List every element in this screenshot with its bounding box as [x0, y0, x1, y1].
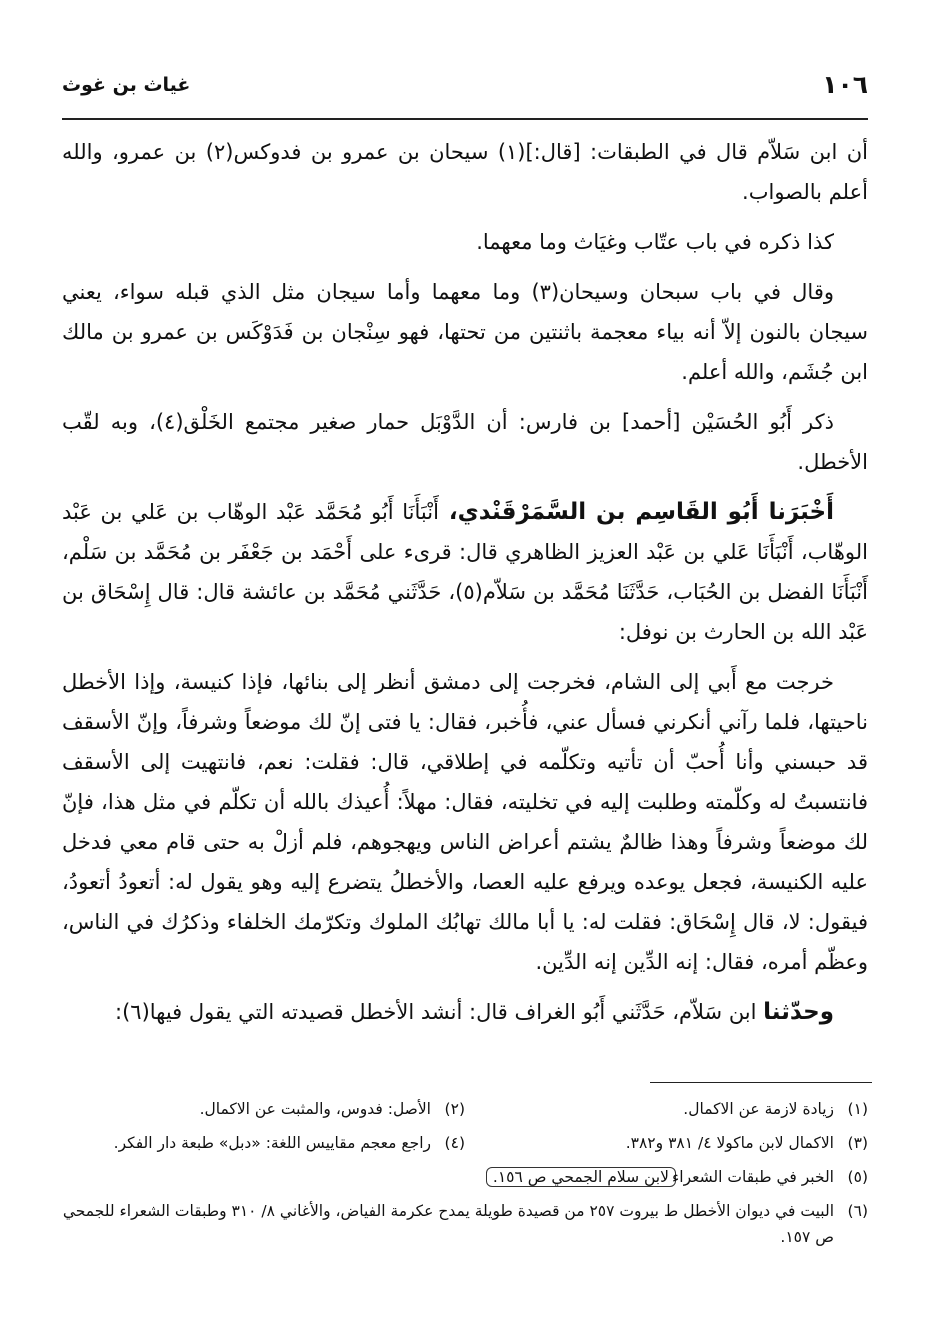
footnote-3 [465, 1126, 868, 1160]
footnote-number: (٤) [444, 1134, 465, 1152]
footnote-5 [62, 1160, 868, 1194]
main-text [62, 132, 868, 1042]
footnote-text: الأصل: فدوس، والمثبت عن الاكمال. [199, 1100, 431, 1118]
footnote-number: (٦) [847, 1202, 868, 1220]
footnote-text: البيت في ديوان الأخطل ط بيروت ٢٥٧ من قصيدة طويلة يمدح عكرمة الفياض، والأغاني ٨/ ٣١٠ وطبقات الشعراء للجمحي ص ١٥٧. [62, 1202, 834, 1246]
footnote-number: (٥) [847, 1168, 868, 1186]
footnote-1 [465, 1092, 868, 1126]
page-number: ١٠٦ [822, 70, 868, 99]
paragraph-4: ذكر أَبُو الحُسَيْن [أحمد] بن فارس: أن الدَّوْبَل حمار صغير مجتمع الخَلْق(٤)، وبه لقّب الأخطل. [62, 410, 868, 474]
paragraph-5-text: أَنْبَأَنَا أَبُو مُحَمَّد عَبْد الوهّاب بن عَلي بن عَبْد الوهّاب، أَنْبَأَنَا عَلي بن عَبْد العزيز الظاهري قال: قرىء على أَحْمَد بن جَعْفَر بن مُحَمَّد بن سَلْم، أَنْبَأَنَا الفضل بن الحُبَاب، حَدَّثَنَا مُحَمَّد بن سَلاّم(٥)، حَدَّثَني مُحَمَّد بن عائشة قال: قال إِسْحَاق بن عَبْد الله بن الحارث بن نوفل: [62, 500, 868, 644]
paragraph-7-text: ابن سَلاّم، حَدَّثَني أَبُو الغراف قال: أنشد الأخطل قصيدته التي يقول فيها(٦): [115, 1000, 764, 1024]
running-title: غياث بن غوث [62, 74, 191, 96]
footnote-4 [62, 1126, 465, 1160]
footnote-text: راجع معجم مقاييس اللغة: «دبل» طبعة دار الفكر. [113, 1134, 431, 1152]
paragraph-3: وقال في باب سبحان وسيحان(٣) وما معهما وأما سيجان مثل الذي قبله سواء، يعني سيجان بالنون إلاّ أنه بياء معجمة باثنتين من تحتها، فهو سِنْجان بن فَدَوْكَس بن عمرو بن مالك ابن جُشَم، والله أعلم. [62, 280, 868, 384]
lead-akhbarana: أَخْبَرَنا أَبُو القَاسِم بن السَّمَرْقَنْدي، [438, 499, 835, 525]
footnote-text: الاكمال لابن ماكولا ٤/ ٣٨١ و٣٨٢. [625, 1134, 834, 1152]
footnote-row [62, 1092, 868, 1126]
footnote-5-plain: الخبر في طبقات الشعراء [671, 1168, 834, 1186]
paragraph-5 [62, 492, 868, 652]
footnote-2 [62, 1092, 465, 1126]
running-head [62, 68, 868, 108]
footnote-text: زيادة لازمة عن الاكمال. [683, 1100, 834, 1118]
paragraph-6: خرجت مع أَبي إلى الشام، فخرجت إلى دمشق أنظر إلى بنائها، فإذا كنيسة، وإذا الأخطل ناحيتها، فلما رآني أنكرني فسأل عني، فأُخبر، فقال: يا فتى إنّ لك موضعاً وشرفاً، وإنّ الأسقف قد حبسني وأنا أُحبّ أن تأتيه وتكلّمه في إطلاقي، قال: فقلت: نعم، فانتهيت إلى الأسقف فانتسبتُ له وكلّمته وطلبت إليه في تخليته، فقال: مهلاً: أُعيذك بالله أن تكلّم في مثل هذا، فإنّ لك موضعاً وشرفاً وهذا ظالمٌ يشتم أعراض الناس ويهجوهم، فلم أزلْ به حتى قام معي فدخل عليه الكنيسة، فجعل يوعده ويرفع عليه العصا، والأخطلُ يتضرع إليه وهو يقول له: أتعودُ أتعودُ، فيقول: لا، قال إِسْحَاق: فقلت له: يا أبا مالك تهابُك الملوك وتكرّمك الخلفاء وذكرُك في الناس، وعظّم أمره، فقال: إنه الدِّين إنه الدِّين. [62, 670, 868, 974]
footnote-6 [62, 1194, 868, 1250]
footnote-number: (٣) [847, 1134, 868, 1152]
paragraph-1: أن ابن سَلاّم قال في الطبقات: [قال:](١) سيحان بن عمرو بن فدوكس(٢) بن عمرو، والله أعلم بالصواب. [62, 140, 868, 204]
footnote-number: (١) [847, 1100, 868, 1118]
footnote-5-boxed: لابن سلام الجمحي ص ١٥٦. [486, 1167, 676, 1187]
paragraph-2: كذا ذكره في باب عتّاب وغيَاث وما معهما. [476, 230, 834, 254]
paragraph-7 [62, 992, 868, 1032]
footnote-row [62, 1194, 868, 1250]
footnote-rule [650, 1082, 872, 1083]
footnotes [62, 1092, 868, 1250]
header-rule [62, 118, 868, 120]
footnote-row [62, 1126, 868, 1160]
footnote-row [62, 1160, 868, 1194]
footnote-text [62, 1160, 834, 1194]
footnote-number: (٢) [444, 1100, 465, 1118]
lead-haddathana: وحدّثنا [763, 999, 834, 1025]
